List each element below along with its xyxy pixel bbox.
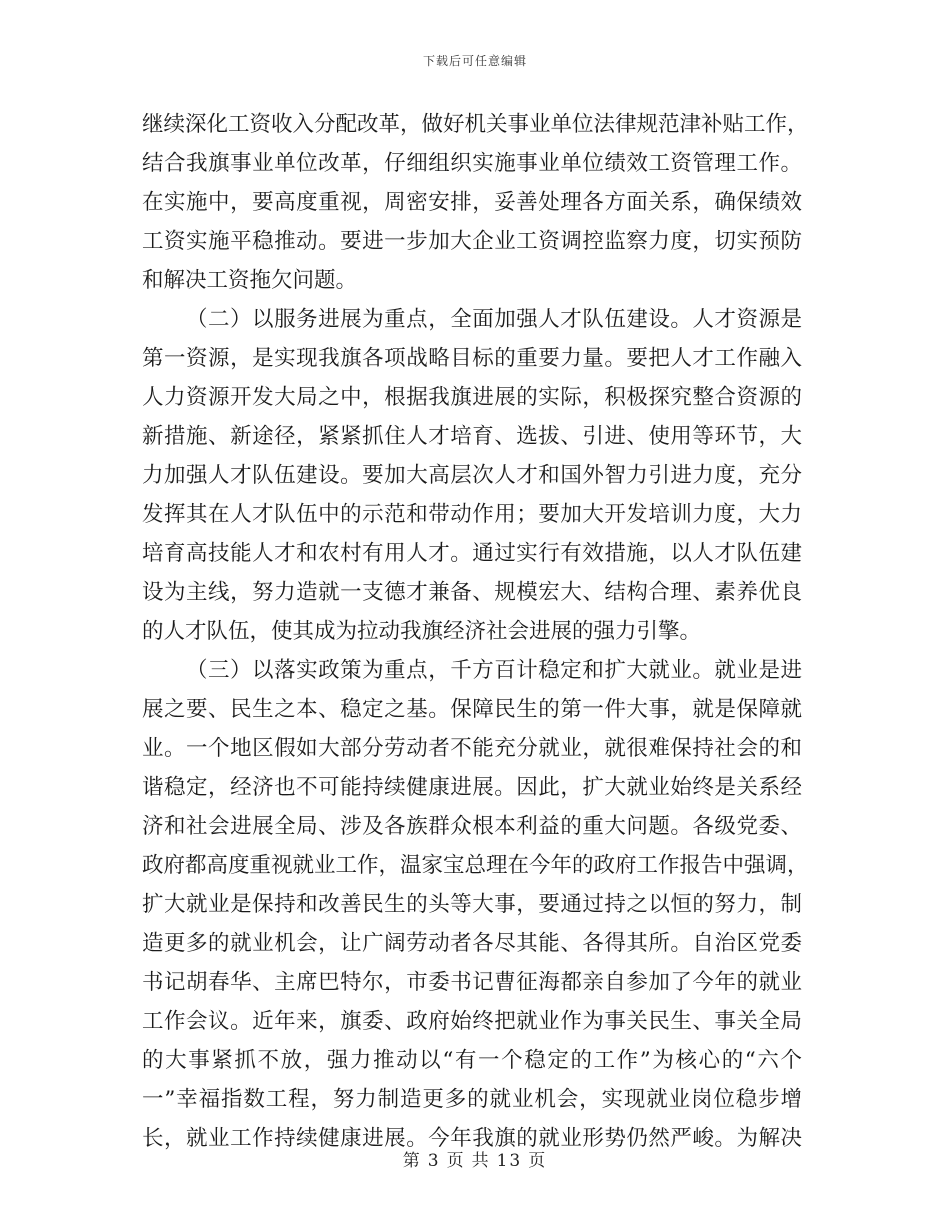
text-line: 业。一个地区假如大部分劳动者不能充分就业，就很难保持社会的和 — [142, 736, 802, 761]
page-label-suffix: 页 — [528, 1151, 548, 1171]
text-line: 济和社会进展全局、涉及各族群众根本利益的重大问题。各级党委、 — [142, 814, 802, 839]
page-label-mid: 页 — [446, 1151, 466, 1171]
text-line: 力加强人才队伍建设。要加大高层次人才和国外智力引进力度，充分 — [142, 463, 802, 488]
total-pages-number: 13 — [496, 1151, 523, 1171]
text-line: 结合我旗事业单位改革，仔细组织实施事业单位绩效工资管理工作。 — [142, 151, 802, 176]
page-header: 下载后可任意编辑 — [422, 54, 527, 68]
text-line: 发挥其在人才队伍中的示范和带动作用；要加大开发培训力度，大力 — [142, 502, 802, 527]
document-body — [142, 105, 809, 1158]
text-line: 培育高技能人才和农村有用人才。通过实行有效措施，以人才队伍建 — [142, 541, 802, 566]
text-line: 长，就业工作持续健康进展。今年我旗的就业形势仍然严峻。为解决 — [142, 1126, 802, 1151]
text-line: 展之要、民生之本、稳定之基。保障民生的第一件大事，就是保障就 — [142, 697, 802, 722]
text-line: 一”幸福指数工程，努力制造更多的就业机会，实现就业岗位稳步增 — [142, 1087, 802, 1112]
paragraph-first-line: （三）以落实政策为重点，千方百计稳定和扩大就业。就业是进 — [186, 658, 802, 683]
text-line: 新措施、新途径，紧紧抓住人才培育、选拔、引进、使用等环节，大 — [142, 424, 802, 449]
text-line: 第一资源，是实现我旗各项战略目标的重要力量。要把人才工作融入 — [142, 346, 802, 371]
text-line: 书记胡春华、主席巴特尔，市委书记曹征海都亲自参加了今年的就业 — [142, 970, 802, 995]
current-page-number: 3 — [427, 1151, 441, 1171]
text-line: 的人才队伍，使其成为拉动我旗经济社会进展的强力引擎。 — [142, 619, 702, 644]
page-footer — [0, 1146, 950, 1171]
text-line: 的大事紧抓不放，强力推动以“有一个稳定的工作”为核心的“六个 — [142, 1048, 802, 1073]
text-line: 和解决工资拖欠问题。 — [142, 268, 358, 293]
text-line: 在实施中，要高度重视，周密安排，妥善处理各方面关系，确保绩效 — [142, 190, 802, 215]
text-line: 继续深化工资收入分配改革，做好机关事业单位法律规范津补贴工作， — [142, 112, 809, 137]
text-line: 扩大就业是保持和改善民生的头等大事，要通过持之以恒的努力，制 — [142, 892, 802, 917]
text-line: 政府都高度重视就业工作，温家宝总理在今年的政府工作报告中强调， — [142, 853, 809, 878]
page-label-prefix: 第 — [402, 1151, 422, 1171]
text-line: 工资实施平稳推动。要进一步加大企业工资调控监察力度，切实预防 — [142, 229, 802, 254]
text-line: 设为主线，努力造就一支德才兼备、规模宏大、结构合理、素养优良 — [142, 580, 802, 605]
text-line: 造更多的就业机会，让广阔劳动者各尽其能、各得其所。自治区党委 — [142, 931, 802, 956]
text-line: 谐稳定，经济也不可能持续健康进展。因此，扩大就业始终是关系经 — [142, 775, 802, 800]
text-line: 工作会议。近年来，旗委、政府始终把就业作为事关民生、事关全局 — [142, 1009, 802, 1034]
paragraph-first-line: （二）以服务进展为重点，全面加强人才队伍建设。人才资源是 — [186, 307, 802, 332]
text-line: 人力资源开发大局之中，根据我旗进展的实际，积极探究整合资源的 — [142, 385, 802, 410]
total-label: 共 — [471, 1151, 491, 1171]
